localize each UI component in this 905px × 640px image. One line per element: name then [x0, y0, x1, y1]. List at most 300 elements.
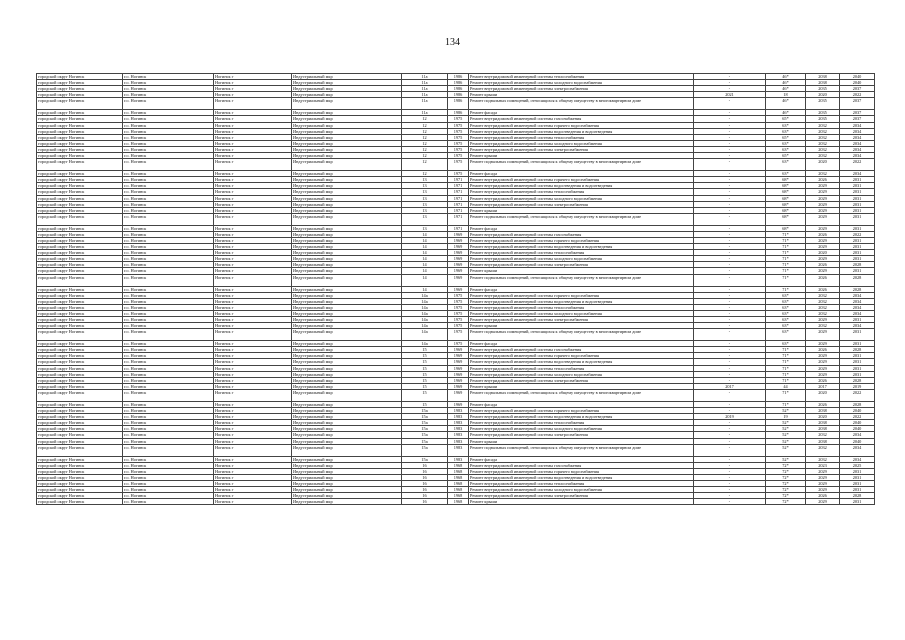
- table-cell: 1969: [448, 401, 469, 407]
- table-cell: 2034: [840, 146, 875, 152]
- table-cell: 1968: [448, 462, 469, 468]
- table-cell: Индустриальный мкр: [292, 274, 402, 286]
- table-cell: Ремонт внутридомовой инженерной системы электроснабжения: [469, 493, 694, 499]
- table-cell: Ремонт внутридомовой инженерной системы теплоснабжения: [469, 365, 694, 371]
- table-cell: г.о. Ногинск: [123, 153, 214, 159]
- table-cell: г.о. Ногинск: [123, 244, 214, 250]
- table-cell: 2026: [806, 231, 840, 237]
- table-cell: 71*: [766, 371, 806, 377]
- table-cell: 1975: [448, 323, 469, 329]
- table-cell: 2032: [806, 140, 840, 146]
- table-cell: 1986: [448, 74, 469, 80]
- table-cell: 2032: [806, 134, 840, 140]
- table-cell: 2031: [840, 183, 875, 189]
- table-cell: 15: [402, 377, 448, 383]
- table-cell: городской округ Ногинск: [37, 262, 123, 268]
- table-cell: 2022: [840, 389, 875, 401]
- table-cell: Ремонт крыши: [469, 153, 694, 159]
- table-cell: -: [694, 171, 766, 177]
- table-cell: 2019: [840, 383, 875, 389]
- table-cell: 16: [402, 499, 448, 505]
- table-cell: Ремонт фасада: [469, 401, 694, 407]
- table-cell: 1975: [448, 329, 469, 341]
- table-row: [37, 98, 875, 110]
- table-cell: городской округ Ногинск: [37, 474, 123, 480]
- table-cell: городской округ Ногинск: [37, 353, 123, 359]
- table-cell: Индустриальный мкр: [292, 474, 402, 480]
- table-cell: городской округ Ногинск: [37, 414, 123, 420]
- table-cell: 2029: [806, 207, 840, 213]
- table-cell: -: [694, 408, 766, 414]
- table-cell: -: [694, 298, 766, 304]
- table-cell: Индустриальный мкр: [292, 98, 402, 110]
- table-cell: 1975: [448, 317, 469, 323]
- table-cell: Ногинск г: [214, 359, 292, 365]
- table-cell: городской округ Ногинск: [37, 323, 123, 329]
- table-cell: 2037: [840, 110, 875, 116]
- table-cell: 12: [402, 171, 448, 177]
- table-cell: 2029: [806, 201, 840, 207]
- table-cell: г.о. Ногинск: [123, 250, 214, 256]
- table-cell: Ремонт фасада: [469, 341, 694, 347]
- table-cell: Ремонт внутридомовой инженерной системы теплоснабжения: [469, 250, 694, 256]
- table-cell: г.о. Ногинск: [123, 493, 214, 499]
- table-cell: Ремонт внутридомовой инженерной системы холодного водоснабжения: [469, 371, 694, 377]
- table-cell: Ремонт внутридомовой инженерной системы теплоснабжения: [469, 74, 694, 80]
- table-cell: 2034: [840, 134, 875, 140]
- table-cell: г.о. Ногинск: [123, 207, 214, 213]
- table-cell: г.о. Ногинск: [123, 426, 214, 432]
- table-cell: -: [694, 347, 766, 353]
- table-cell: 2031: [840, 256, 875, 262]
- table-cell: 1969: [448, 250, 469, 256]
- table-cell: 1975: [448, 128, 469, 134]
- table-cell: 2034: [840, 456, 875, 462]
- table-cell: городской округ Ногинск: [37, 432, 123, 438]
- table-cell: Индустриальный мкр: [292, 493, 402, 499]
- table-cell: 14а: [402, 304, 448, 310]
- table-cell: 2029: [806, 329, 840, 341]
- table-cell: 2031: [840, 487, 875, 493]
- table-cell: Ногинск г: [214, 499, 292, 505]
- table-cell: 2038: [806, 420, 840, 426]
- table-cell: 13: [402, 225, 448, 231]
- table-cell: 72*: [766, 474, 806, 480]
- table-cell: 2026: [806, 274, 840, 286]
- table-cell: городской округ Ногинск: [37, 213, 123, 225]
- table-cell: Индустриальный мкр: [292, 304, 402, 310]
- table-cell: Ногинск г: [214, 487, 292, 493]
- table-cell: 71*: [766, 286, 806, 292]
- table-cell: 12: [402, 153, 448, 159]
- table-cell: Индустриальный мкр: [292, 401, 402, 407]
- table-cell: 63*: [766, 159, 806, 171]
- table-cell: г.о. Ногинск: [123, 268, 214, 274]
- table-cell: городской округ Ногинск: [37, 225, 123, 231]
- table-cell: Ногинск г: [214, 268, 292, 274]
- table-cell: Ремонт крыши: [469, 383, 694, 389]
- table-cell: Индустриальный мкр: [292, 80, 402, 86]
- table-cell: Индустриальный мкр: [292, 389, 402, 401]
- table-cell: городской округ Ногинск: [37, 292, 123, 298]
- table-cell: 1969: [448, 286, 469, 292]
- table-cell: 2029: [806, 341, 840, 347]
- table-cell: 2029: [806, 268, 840, 274]
- table-cell: 2034: [840, 432, 875, 438]
- table-cell: 2029: [806, 213, 840, 225]
- table-cell: 71*: [766, 365, 806, 371]
- table-cell: 1969: [448, 371, 469, 377]
- table-cell: 14: [402, 250, 448, 256]
- table-cell: 13: [402, 177, 448, 183]
- table-cell: -: [694, 420, 766, 426]
- table-cell: 2029: [806, 480, 840, 486]
- table-cell: Ремонт внутридомовой инженерной системы горячего водоснабжения: [469, 177, 694, 183]
- table-cell: Индустриальный мкр: [292, 371, 402, 377]
- table-cell: 46*: [766, 98, 806, 110]
- table-cell: Ремонт внутридомовой инженерной системы электроснабжения: [469, 317, 694, 323]
- table-cell: г.о. Ногинск: [123, 377, 214, 383]
- table-cell: 52*: [766, 408, 806, 414]
- table-cell: городской округ Ногинск: [37, 359, 123, 365]
- table-cell: -: [694, 444, 766, 456]
- table-cell: 63*: [766, 128, 806, 134]
- table-cell: Ногинск г: [214, 110, 292, 116]
- table-cell: 2029: [806, 317, 840, 323]
- table-cell: городской округ Ногинск: [37, 487, 123, 493]
- table-cell: 2026: [806, 262, 840, 268]
- table-cell: 2026: [806, 286, 840, 292]
- table-cell: 2031: [840, 365, 875, 371]
- table-cell: 13: [402, 201, 448, 207]
- table-cell: г.о. Ногинск: [123, 480, 214, 486]
- table-cell: 52*: [766, 456, 806, 462]
- table-cell: 13: [402, 189, 448, 195]
- table-cell: 1975: [448, 140, 469, 146]
- table-cell: Ремонт фасада: [469, 286, 694, 292]
- table-cell: -: [694, 80, 766, 86]
- table-cell: 2020: [806, 414, 840, 420]
- table-cell: г.о. Ногинск: [123, 468, 214, 474]
- table-cell: 52*: [766, 432, 806, 438]
- table-cell: городской округ Ногинск: [37, 146, 123, 152]
- table-cell: 14а: [402, 323, 448, 329]
- table-cell: Индустриальный мкр: [292, 317, 402, 323]
- table-cell: 72*: [766, 499, 806, 505]
- table-cell: Ногинск г: [214, 128, 292, 134]
- table-cell: Ногинск г: [214, 371, 292, 377]
- table-cell: 14: [402, 262, 448, 268]
- table-cell: Ремонт внутридомовой инженерной системы газоснабжения: [469, 116, 694, 122]
- table-cell: -: [694, 323, 766, 329]
- table-cell: Ногинск г: [214, 213, 292, 225]
- page-number: 134: [445, 37, 460, 48]
- table-cell: Ногинск г: [214, 189, 292, 195]
- table-cell: Ремонт подвальных помещений, относящихся к общему имуществу в многоквартирном доме: [469, 213, 694, 225]
- table-cell: 2029: [806, 371, 840, 377]
- table-cell: 2035: [806, 116, 840, 122]
- table-cell: Ремонт внутридомовой инженерной системы холодного водоснабжения: [469, 195, 694, 201]
- table-cell: Ремонт подвальных помещений, относящихся к общему имуществу в многоквартирном доме: [469, 329, 694, 341]
- table-cell: Ногинск г: [214, 438, 292, 444]
- table-cell: Индустриальный мкр: [292, 408, 402, 414]
- table-cell: Индустриальный мкр: [292, 383, 402, 389]
- table-cell: Ногинск г: [214, 323, 292, 329]
- table-cell: Индустриальный мкр: [292, 414, 402, 420]
- table-cell: 1968: [448, 499, 469, 505]
- table-cell: 16: [402, 493, 448, 499]
- table-cell: 1986: [448, 80, 469, 86]
- table-cell: Индустриальный мкр: [292, 128, 402, 134]
- table-cell: 2031: [840, 189, 875, 195]
- table-cell: Ногинск г: [214, 183, 292, 189]
- table-cell: 1969: [448, 383, 469, 389]
- table-cell: Ногинск г: [214, 122, 292, 128]
- table-cell: 2021: [694, 92, 766, 98]
- table-cell: Ремонт внутридомовой инженерной системы теплоснабжения: [469, 304, 694, 310]
- table-cell: 72*: [766, 493, 806, 499]
- table-cell: 14: [402, 237, 448, 243]
- table-cell: -: [694, 341, 766, 347]
- table-cell: Ремонт внутридомовой инженерной системы электроснабжения: [469, 262, 694, 268]
- table-cell: 2037: [840, 86, 875, 92]
- table-cell: 2029: [806, 365, 840, 371]
- table-cell: городской округ Ногинск: [37, 310, 123, 316]
- table-cell: г.о. Ногинск: [123, 323, 214, 329]
- table-cell: 1971: [448, 195, 469, 201]
- table-cell: Индустриальный мкр: [292, 231, 402, 237]
- table-cell: 68*: [766, 189, 806, 195]
- table-cell: -: [694, 353, 766, 359]
- table-cell: 2032: [806, 432, 840, 438]
- table-cell: Ногинск г: [214, 244, 292, 250]
- table-row: [37, 389, 875, 401]
- table-cell: Ногинск г: [214, 401, 292, 407]
- table-cell: 13: [402, 213, 448, 225]
- table-cell: Индустриальный мкр: [292, 377, 402, 383]
- table-cell: Индустриальный мкр: [292, 74, 402, 80]
- table-cell: 2031: [840, 207, 875, 213]
- table-cell: Ремонт внутридомовой инженерной системы горячего водоснабжения: [469, 353, 694, 359]
- table-row: [37, 159, 875, 171]
- table-cell: 19: [766, 414, 806, 420]
- table-cell: 1968: [448, 480, 469, 486]
- table-cell: г.о. Ногинск: [123, 408, 214, 414]
- table-cell: Ремонт внутридомовой инженерной системы электроснабжения: [469, 146, 694, 152]
- table-cell: 2026: [806, 401, 840, 407]
- table-cell: 2031: [840, 225, 875, 231]
- table-cell: 2031: [840, 201, 875, 207]
- table-cell: городской округ Ногинск: [37, 286, 123, 292]
- table-cell: 12: [402, 116, 448, 122]
- table-cell: Ремонт внутридомовой инженерной системы водоотведения и водоотведения: [469, 244, 694, 250]
- table-cell: 2032: [806, 128, 840, 134]
- table-cell: Ногинск г: [214, 414, 292, 420]
- table-cell: 71*: [766, 231, 806, 237]
- table-cell: Индустриальный мкр: [292, 487, 402, 493]
- table-cell: 2034: [840, 171, 875, 177]
- table-cell: Индустриальный мкр: [292, 110, 402, 116]
- table-cell: 2028: [840, 377, 875, 383]
- table-cell: 11а: [402, 98, 448, 110]
- table-cell: г.о. Ногинск: [123, 213, 214, 225]
- table-cell: г.о. Ногинск: [123, 128, 214, 134]
- table-cell: -: [694, 310, 766, 316]
- table-cell: 1975: [448, 298, 469, 304]
- table-cell: -: [694, 122, 766, 128]
- table-cell: 1969: [448, 389, 469, 401]
- table-cell: Индустриальный мкр: [292, 365, 402, 371]
- table-cell: Индустриальный мкр: [292, 189, 402, 195]
- table-cell: 15а: [402, 444, 448, 456]
- table-cell: 2022: [840, 231, 875, 237]
- table-cell: городской округ Ногинск: [37, 153, 123, 159]
- table-cell: 13: [402, 195, 448, 201]
- table-cell: -: [694, 140, 766, 146]
- table-cell: -: [694, 359, 766, 365]
- table-cell: 68*: [766, 225, 806, 231]
- table-cell: г.о. Ногинск: [123, 341, 214, 347]
- table-cell: городской округ Ногинск: [37, 317, 123, 323]
- table-cell: 1975: [448, 310, 469, 316]
- table-cell: городской округ Ногинск: [37, 177, 123, 183]
- table-cell: 15а: [402, 408, 448, 414]
- table-cell: 2031: [840, 195, 875, 201]
- table-cell: 2031: [840, 237, 875, 243]
- table-cell: Ногинск г: [214, 462, 292, 468]
- table-cell: 15: [402, 353, 448, 359]
- table-cell: г.о. Ногинск: [123, 487, 214, 493]
- table-cell: Индустриальный мкр: [292, 444, 402, 456]
- table-cell: Индустриальный мкр: [292, 86, 402, 92]
- table-cell: 52*: [766, 444, 806, 456]
- table-cell: -: [694, 274, 766, 286]
- table-cell: 1975: [448, 122, 469, 128]
- table-cell: 1969: [448, 244, 469, 250]
- table-cell: г.о. Ногинск: [123, 456, 214, 462]
- table-cell: 71*: [766, 250, 806, 256]
- table-cell: г.о. Ногинск: [123, 310, 214, 316]
- table-cell: 52*: [766, 438, 806, 444]
- table-cell: 1969: [448, 262, 469, 268]
- table-cell: 2031: [840, 474, 875, 480]
- table-cell: 2032: [806, 304, 840, 310]
- table-cell: 2019: [694, 414, 766, 420]
- table-cell: городской округ Ногинск: [37, 371, 123, 377]
- table-cell: Ногинск г: [214, 432, 292, 438]
- table-cell: 1969: [448, 347, 469, 353]
- table-cell: 11а: [402, 92, 448, 98]
- table-cell: Ногинск г: [214, 304, 292, 310]
- table-cell: Ногинск г: [214, 480, 292, 486]
- table-cell: Ремонт крыши: [469, 499, 694, 505]
- table-cell: Ногинск г: [214, 92, 292, 98]
- table-cell: городской округ Ногинск: [37, 468, 123, 474]
- table-cell: -: [694, 268, 766, 274]
- table-cell: Ремонт внутридомовой инженерной системы горячего водоснабжения: [469, 122, 694, 128]
- table-cell: Ногинск г: [214, 310, 292, 316]
- table-cell: Ремонт крыши: [469, 92, 694, 98]
- table-cell: -: [694, 237, 766, 243]
- table-cell: 12: [402, 140, 448, 146]
- table-cell: г.о. Ногинск: [123, 159, 214, 171]
- table-cell: 2031: [840, 468, 875, 474]
- table-cell: 1968: [448, 487, 469, 493]
- table-cell: 1983: [448, 456, 469, 462]
- table-cell: -: [694, 86, 766, 92]
- table-cell: Ногинск г: [214, 420, 292, 426]
- table-cell: г.о. Ногинск: [123, 444, 214, 456]
- table-cell: Ремонт крыши: [469, 323, 694, 329]
- table-cell: Ремонт внутридомовой инженерной системы холодного водоснабжения: [469, 487, 694, 493]
- table-cell: 2029: [806, 468, 840, 474]
- table-cell: городской округ Ногинск: [37, 207, 123, 213]
- table-cell: 2028: [840, 493, 875, 499]
- table-cell: -: [694, 304, 766, 310]
- table-cell: 2031: [840, 480, 875, 486]
- table-cell: Ремонт фасада: [469, 110, 694, 116]
- table-cell: г.о. Ногинск: [123, 462, 214, 468]
- table-cell: Ремонт внутридомовой инженерной системы электроснабжения: [469, 86, 694, 92]
- table-cell: Ногинск г: [214, 159, 292, 171]
- table-cell: Ногинск г: [214, 377, 292, 383]
- table-cell: 1969: [448, 359, 469, 365]
- table-cell: 2020: [806, 250, 840, 256]
- table-cell: Ремонт внутридомовой инженерной системы горячего водоснабжения: [469, 408, 694, 414]
- table-cell: г.о. Ногинск: [123, 237, 214, 243]
- table-cell: Ремонт внутридомовой инженерной системы водоотведения и водоотведения: [469, 474, 694, 480]
- table-cell: 14: [402, 256, 448, 262]
- table-cell: г.о. Ногинск: [123, 201, 214, 207]
- table-cell: городской округ Ногинск: [37, 80, 123, 86]
- table-cell: Ногинск г: [214, 468, 292, 474]
- table-cell: Ремонт внутридомовой инженерной системы горячего водоснабжения: [469, 237, 694, 243]
- table-cell: 2034: [840, 292, 875, 298]
- table-cell: 2025: [840, 462, 875, 468]
- table-cell: 1969: [448, 231, 469, 237]
- table-cell: 2031: [840, 353, 875, 359]
- table-cell: Ногинск г: [214, 298, 292, 304]
- table-cell: 2034: [840, 444, 875, 456]
- table-cell: 2020: [806, 92, 840, 98]
- table-cell: Индустриальный мкр: [292, 183, 402, 189]
- table-cell: Ремонт подвальных помещений, относящихся к общему имуществу в многоквартирном доме: [469, 389, 694, 401]
- table-cell: -: [694, 474, 766, 480]
- table-cell: 71*: [766, 244, 806, 250]
- table-cell: 15: [402, 347, 448, 353]
- table-cell: Индустриальный мкр: [292, 237, 402, 243]
- table-cell: городской округ Ногинск: [37, 493, 123, 499]
- table-cell: 11а: [402, 74, 448, 80]
- table-cell: г.о. Ногинск: [123, 116, 214, 122]
- table-cell: 2034: [840, 140, 875, 146]
- table-cell: 71*: [766, 237, 806, 243]
- table-cell: 52*: [766, 426, 806, 432]
- table-cell: Ремонт внутридомовой инженерной системы горячего водоснабжения: [469, 292, 694, 298]
- table-cell: 1969: [448, 237, 469, 243]
- table-cell: 63*: [766, 304, 806, 310]
- table-cell: 63*: [766, 329, 806, 341]
- table-cell: Ногинск г: [214, 201, 292, 207]
- table-cell: г.о. Ногинск: [123, 420, 214, 426]
- table-cell: -: [694, 146, 766, 152]
- table-cell: 2031: [840, 177, 875, 183]
- table-cell: Ногинск г: [214, 153, 292, 159]
- table-cell: 2032: [806, 444, 840, 456]
- table-cell: Ногинск г: [214, 116, 292, 122]
- table-cell: городской округ Ногинск: [37, 244, 123, 250]
- table-cell: 2029: [806, 195, 840, 201]
